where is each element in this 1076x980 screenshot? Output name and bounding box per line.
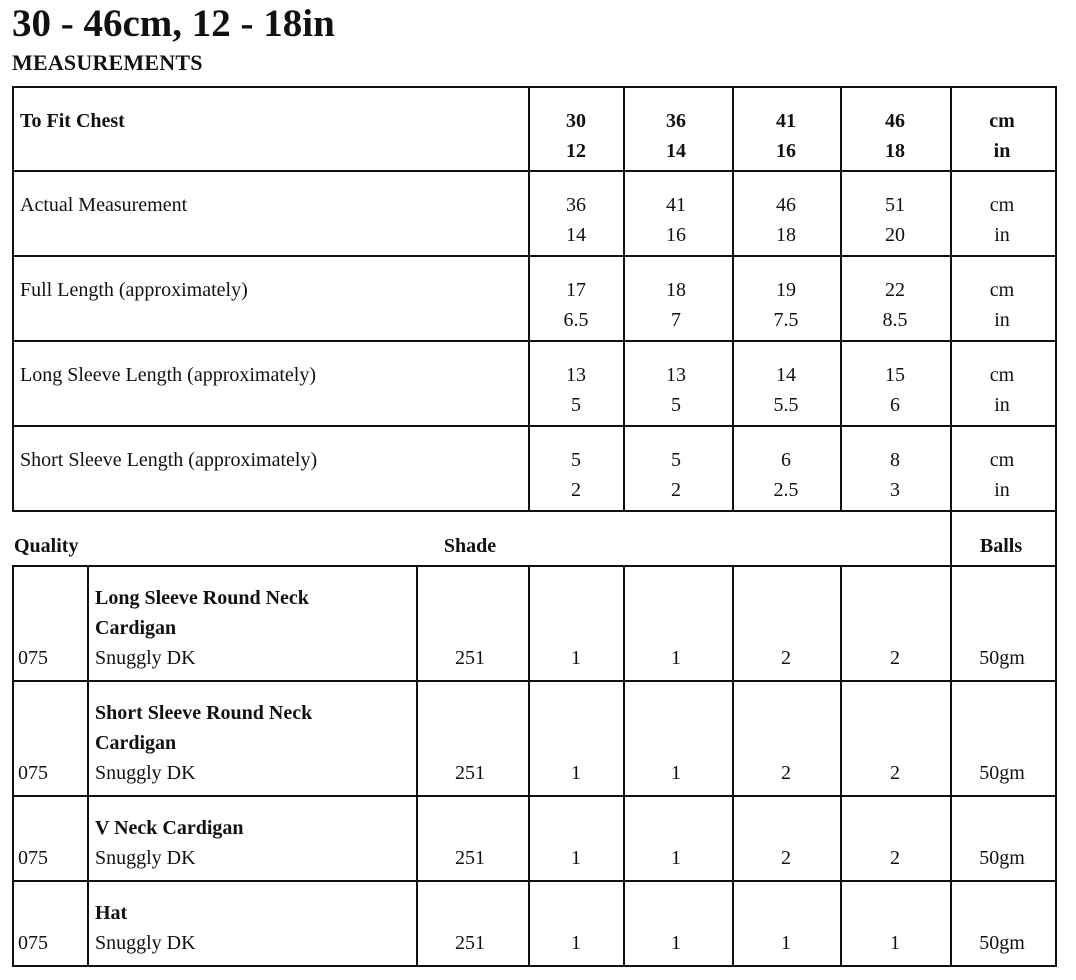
garment-name: Hat	[95, 902, 128, 924]
unit-cm-label: cm	[989, 194, 1015, 216]
measurements-row-divider	[12, 510, 1057, 512]
shade-number: 251	[455, 847, 485, 869]
size-cm-value: 51	[885, 194, 905, 216]
section-title: MEASUREMENTS	[12, 50, 203, 75]
balls-header: Balls	[979, 535, 1023, 557]
balls-count: 1	[671, 647, 681, 669]
measurements-column-divider	[623, 86, 625, 512]
yarn-name: Snuggly DK	[95, 762, 196, 784]
yarn-column-divider	[732, 565, 734, 967]
yarn-name: Snuggly DK	[95, 647, 196, 669]
yarn-row-divider	[12, 565, 1057, 567]
yarn-column-divider	[12, 565, 14, 967]
size-in-value: 6.5	[563, 309, 589, 331]
size-cm-value: 13	[666, 364, 686, 386]
measurements-column-divider	[840, 86, 842, 512]
size-in-value: 2.5	[773, 479, 799, 501]
balls-count: 1	[671, 932, 681, 954]
garment-name-continued: Cardigan	[95, 732, 177, 754]
quality-code: 075	[18, 847, 48, 869]
yarn-column-divider	[950, 565, 952, 967]
size-in-value: 2	[571, 479, 581, 501]
size-cm-value: 5	[671, 449, 681, 471]
yarn-name: Snuggly DK	[95, 932, 196, 954]
size-cm-value: 41	[666, 194, 686, 216]
yarn-name: Snuggly DK	[95, 847, 196, 869]
yarn-column-divider	[1055, 565, 1057, 967]
unit-in-label: in	[994, 479, 1010, 501]
garment-name: Short Sleeve Round Neck	[95, 702, 313, 724]
shade-number: 251	[455, 762, 485, 784]
unit-cm-label: cm	[989, 364, 1015, 386]
size-in-value: 18	[885, 140, 905, 162]
measurement-label: Full Length (approximately)	[20, 279, 248, 301]
size-in-value: 14	[666, 140, 686, 162]
unit-in-label: in	[994, 394, 1010, 416]
measurements-column-divider	[1055, 86, 1057, 512]
measurements-column-divider	[950, 86, 952, 512]
ball-weight: 50gm	[979, 647, 1025, 669]
size-in-value: 16	[666, 224, 686, 246]
size-in-value: 14	[566, 224, 586, 246]
ball-weight: 50gm	[979, 762, 1025, 784]
size-cm-value: 17	[566, 279, 586, 301]
unit-cm-label: cm	[989, 279, 1015, 301]
quality-code: 075	[18, 932, 48, 954]
balls-count: 1	[671, 847, 681, 869]
measurement-label: Long Sleeve Length (approximately)	[20, 364, 317, 386]
unit-in-label: in	[993, 140, 1011, 162]
yarn-row-divider	[12, 795, 1057, 797]
measurements-row-divider	[12, 255, 1057, 257]
size-in-value: 2	[671, 479, 681, 501]
size-cm-value: 36	[566, 194, 586, 216]
unit-in-label: in	[994, 309, 1010, 331]
garment-name-continued: Cardigan	[95, 617, 177, 639]
page-title: 30 - 46cm, 12 - 18in	[12, 2, 335, 45]
size-in-value: 20	[885, 224, 905, 246]
balls-count: 1	[571, 847, 581, 869]
size-in-value: 5	[671, 394, 681, 416]
size-in-value: 7.5	[773, 309, 799, 331]
quality-header: Quality	[14, 535, 79, 557]
shade-number: 251	[455, 647, 485, 669]
yarn-column-divider	[416, 565, 418, 967]
size-in-value: 6	[890, 394, 900, 416]
size-cm-value: 18	[666, 279, 686, 301]
yarn-column-divider	[528, 565, 530, 967]
balls-count: 2	[890, 647, 900, 669]
yarn-column-divider	[87, 565, 89, 967]
yarn-column-divider	[623, 565, 625, 967]
balls-count: 2	[781, 762, 791, 784]
measurement-label: Short Sleeve Length (approximately)	[20, 449, 318, 471]
unit-cm-label: cm	[989, 449, 1015, 471]
balls-count: 1	[781, 932, 791, 954]
balls-count: 2	[890, 762, 900, 784]
ball-weight: 50gm	[979, 932, 1025, 954]
size-cm-value: 22	[885, 279, 905, 301]
measurements-row-divider	[12, 170, 1057, 172]
garment-name: Long Sleeve Round Neck	[95, 587, 309, 609]
size-in-value: 16	[776, 140, 796, 162]
size-in-value: 12	[566, 140, 586, 162]
measurement-label: To Fit Chest	[20, 110, 125, 132]
shade-header: Shade	[443, 535, 497, 557]
balls-count: 1	[571, 762, 581, 784]
quality-code: 075	[18, 762, 48, 784]
ball-weight: 50gm	[979, 847, 1025, 869]
balls-count: 2	[890, 847, 900, 869]
unit-cm-label: cm	[989, 110, 1015, 132]
yarn-row-divider	[12, 880, 1057, 882]
quality-code: 075	[18, 647, 48, 669]
balls-count: 1	[571, 932, 581, 954]
balls-header-divider	[950, 510, 952, 565]
size-cm-value: 46	[776, 194, 796, 216]
measurements-row-divider	[12, 340, 1057, 342]
size-cm-value: 46	[885, 110, 905, 132]
yarn-row-divider	[12, 965, 1057, 967]
size-in-value: 3	[890, 479, 900, 501]
size-cm-value: 15	[885, 364, 905, 386]
size-cm-value: 14	[776, 364, 796, 386]
balls-count: 1	[571, 647, 581, 669]
yarn-column-divider	[840, 565, 842, 967]
size-cm-value: 41	[776, 110, 796, 132]
size-in-value: 7	[671, 309, 681, 331]
size-cm-value: 5	[571, 449, 581, 471]
garment-name: V Neck Cardigan	[95, 817, 244, 839]
size-in-value: 18	[776, 224, 796, 246]
balls-count: 2	[781, 647, 791, 669]
unit-in-label: in	[994, 224, 1010, 246]
size-cm-value: 19	[776, 279, 796, 301]
balls-header-right-border	[1055, 510, 1057, 565]
measurements-column-divider	[528, 86, 530, 512]
measurements-column-divider	[732, 86, 734, 512]
size-cm-value: 36	[666, 110, 686, 132]
shade-number: 251	[455, 932, 485, 954]
measurements-column-divider	[12, 86, 14, 512]
measurement-label: Actual Measurement	[20, 194, 188, 216]
balls-count: 2	[781, 847, 791, 869]
size-in-value: 5	[571, 394, 581, 416]
yarn-row-divider	[12, 680, 1057, 682]
size-in-value: 5.5	[773, 394, 799, 416]
size-in-value: 8.5	[882, 309, 908, 331]
balls-count: 1	[671, 762, 681, 784]
size-cm-value: 8	[890, 449, 900, 471]
measurements-row-divider	[12, 425, 1057, 427]
size-cm-value: 30	[566, 110, 586, 132]
balls-count: 1	[890, 932, 900, 954]
measurements-row-divider	[12, 86, 1057, 88]
size-cm-value: 6	[781, 449, 791, 471]
size-cm-value: 13	[566, 364, 586, 386]
